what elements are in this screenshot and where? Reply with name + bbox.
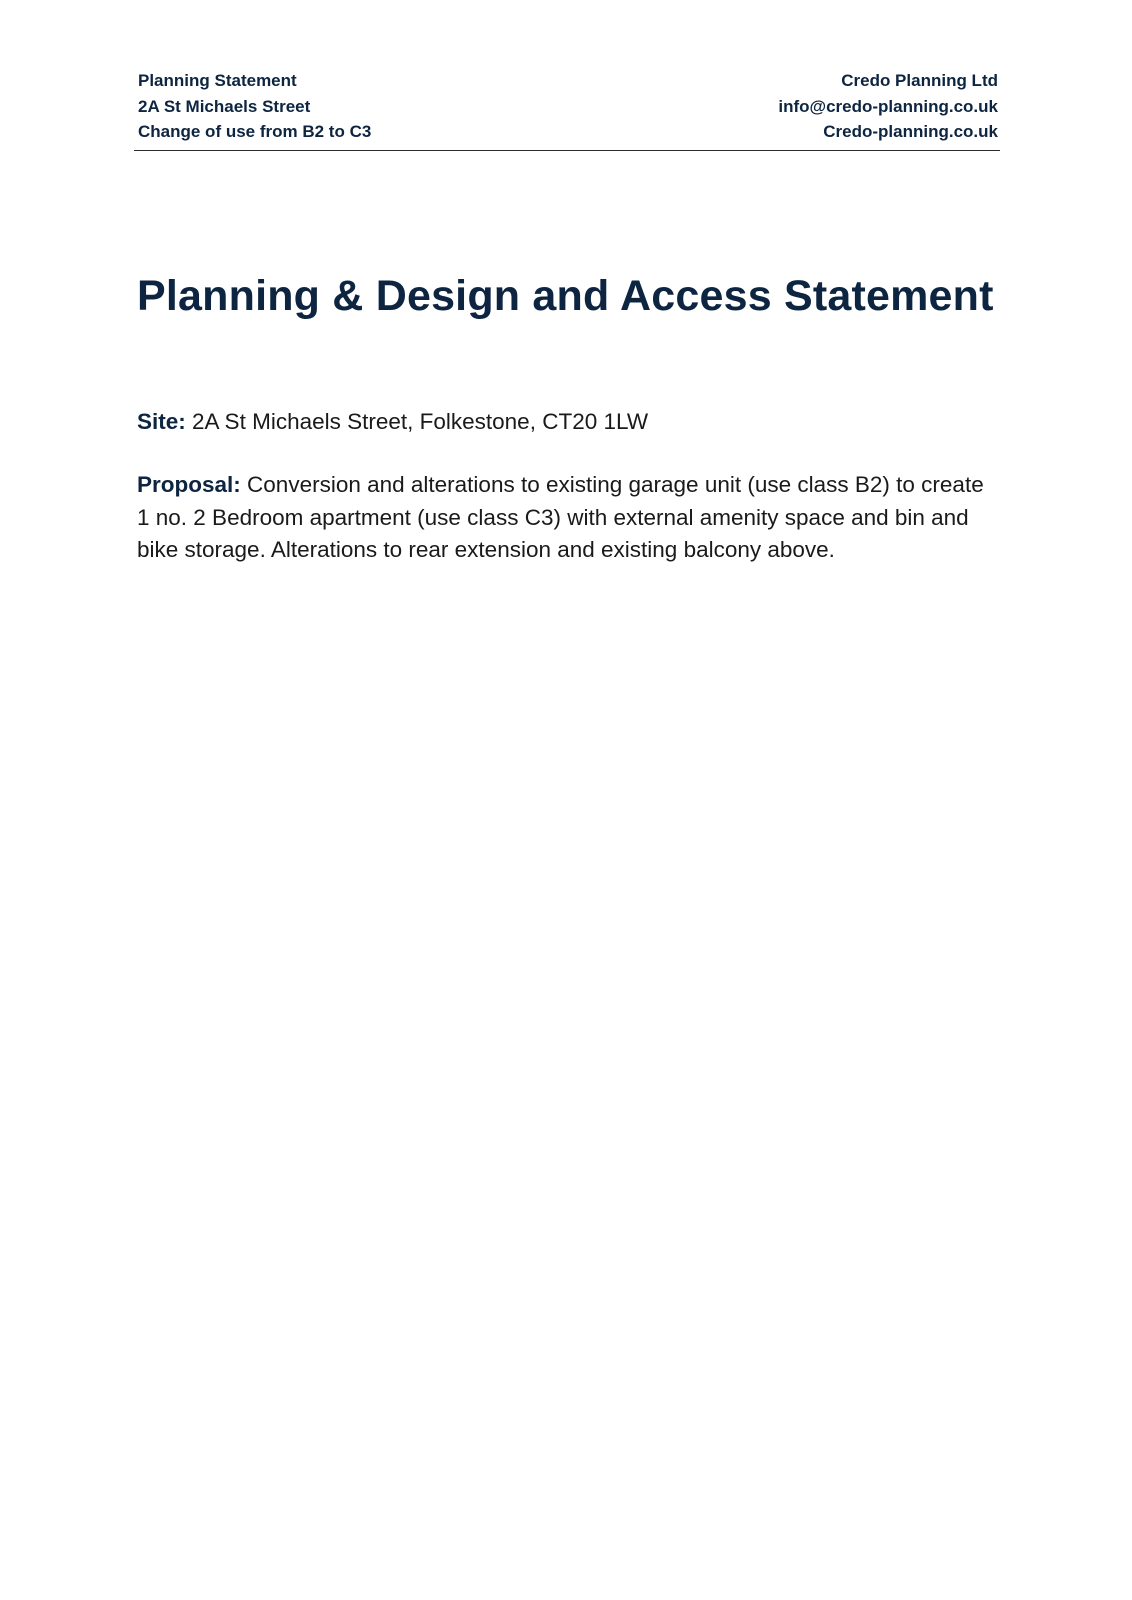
header-subject: Change of use from B2 to C3 <box>138 122 372 141</box>
document-title: Planning & Design and Access Statement <box>137 272 994 320</box>
header-company-info <box>778 68 998 145</box>
proposal-value: Conversion and alterations to existing garage unit (use class B2) to create 1 no. 2 Bedroom apartment (use class C3) with external amenity space and bin and bike storage. Alterations to rear extension and existing balcony above. <box>137 472 984 562</box>
proposal-label: Proposal: <box>137 472 241 497</box>
header-company-website[interactable]: Credo-planning.co.uk <box>823 122 998 141</box>
header-company-name: Credo Planning Ltd <box>841 71 998 90</box>
site-paragraph <box>137 406 987 439</box>
site-value: 2A St Michaels Street, Folkestone, CT20 1LW <box>192 409 649 434</box>
page-header <box>134 68 1000 151</box>
header-document-type: Planning Statement <box>138 71 297 90</box>
site-label: Site: <box>137 409 186 434</box>
header-site-address: 2A St Michaels Street <box>138 96 311 116</box>
proposal-paragraph <box>137 469 987 567</box>
header-company-email[interactable]: info@credo-planning.co.uk <box>778 96 998 116</box>
header-document-info <box>138 68 371 145</box>
